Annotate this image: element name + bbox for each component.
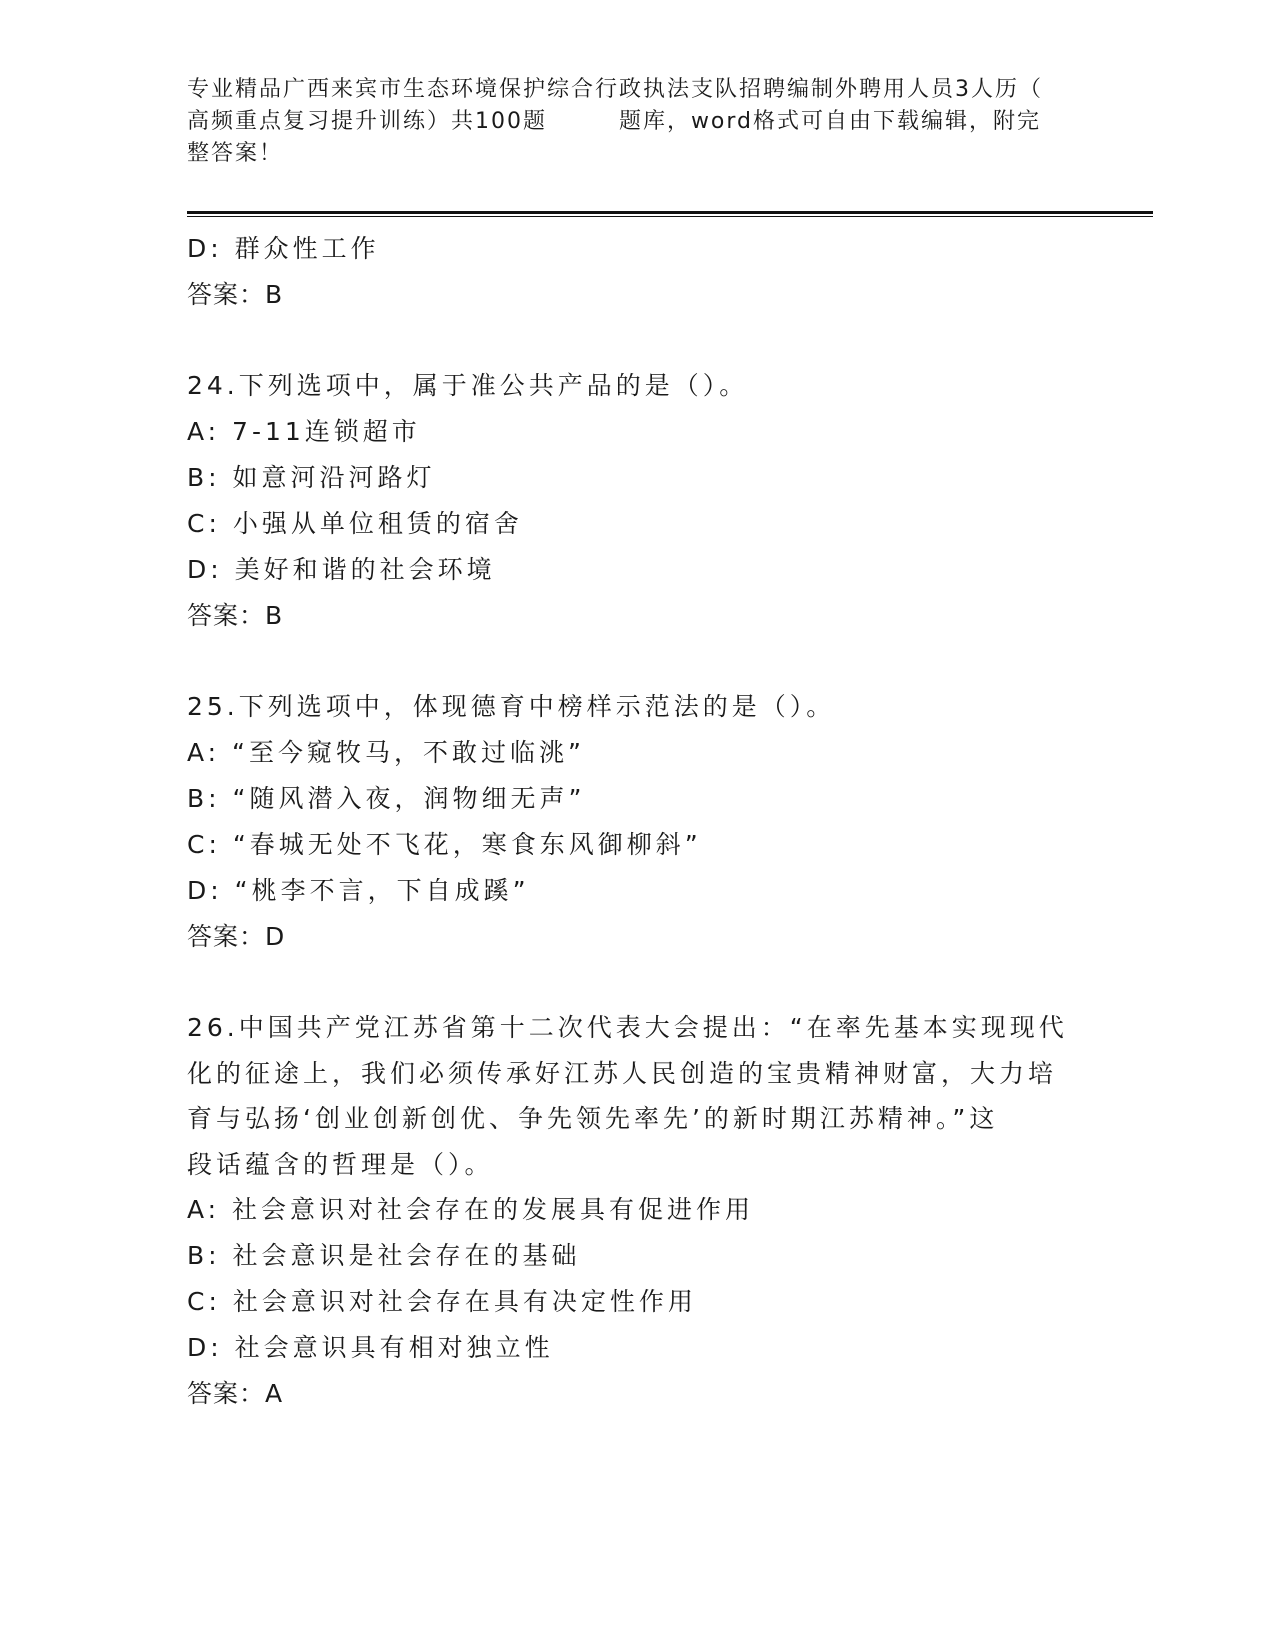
option-d: D: 社会意识具有相对独立性 bbox=[187, 1333, 554, 1362]
option-a: A: “至今窥牧马，不敢过临洮” bbox=[187, 738, 585, 767]
question-stem-line: 化的征途上，我们必须传承好江苏人民创造的宝贵精神财富，大力培 bbox=[187, 1058, 1058, 1088]
question-stem-line: 育与弘扬‘创业创新创优、争先领先率先’的新时期江苏精神。”这 bbox=[187, 1104, 999, 1133]
answer-label: 答案：B bbox=[187, 601, 284, 630]
header-divider bbox=[187, 211, 1153, 214]
option-d: D: 群众性工作 bbox=[187, 234, 380, 263]
answer-label: 答案：B bbox=[187, 280, 284, 309]
question-25 bbox=[187, 684, 1087, 960]
answer-label: 答案：D bbox=[187, 922, 286, 951]
question-stem-line: 段话蕴含的哲理是（）。 bbox=[187, 1149, 494, 1179]
option-c: C: 社会意识对社会存在具有决定性作用 bbox=[187, 1287, 697, 1316]
question-24 bbox=[187, 363, 1087, 639]
option-b: B: “随风潜入夜，润物细无声” bbox=[187, 784, 586, 813]
question-list bbox=[187, 226, 1087, 1417]
document-header bbox=[187, 74, 1087, 170]
option-c: C: “春城无处不飞花，寒食东风御柳斜” bbox=[187, 830, 702, 859]
header-line: 整答案！ bbox=[187, 141, 284, 166]
header-line: 高频重点复习提升训练）共100题 题库，word格式可自由下载编辑，附完 bbox=[187, 109, 1042, 134]
header-divider-thin bbox=[187, 216, 1153, 217]
question-stem: 25.下列选项中，体现德育中榜样示范法的是（）。 bbox=[187, 692, 836, 721]
option-a: A: 7-11连锁超市 bbox=[187, 417, 421, 446]
option-c: C: 小强从单位租赁的宿舍 bbox=[187, 509, 523, 538]
option-d: D: “桃李不言，下自成蹊” bbox=[187, 876, 530, 905]
question-stem: 24.下列选项中，属于准公共产品的是（）。 bbox=[187, 371, 749, 400]
question-stem-line: 26.中国共产党江苏省第十二次代表大会提出：“在率先基本实现现代 bbox=[187, 1013, 1068, 1042]
header-line: 专业精品广西来宾市生态环境保护综合行政执法支队招聘编制外聘用人员3人历（ bbox=[187, 77, 1043, 102]
question-26 bbox=[187, 1005, 1087, 1417]
answer-label: 答案：A bbox=[187, 1379, 284, 1408]
option-d: D: 美好和谐的社会环境 bbox=[187, 555, 496, 584]
option-b: B: 社会意识是社会存在的基础 bbox=[187, 1241, 581, 1270]
option-a: A: 社会意识对社会存在的发展具有促进作用 bbox=[187, 1195, 755, 1224]
option-b: B: 如意河沿河路灯 bbox=[187, 463, 436, 492]
